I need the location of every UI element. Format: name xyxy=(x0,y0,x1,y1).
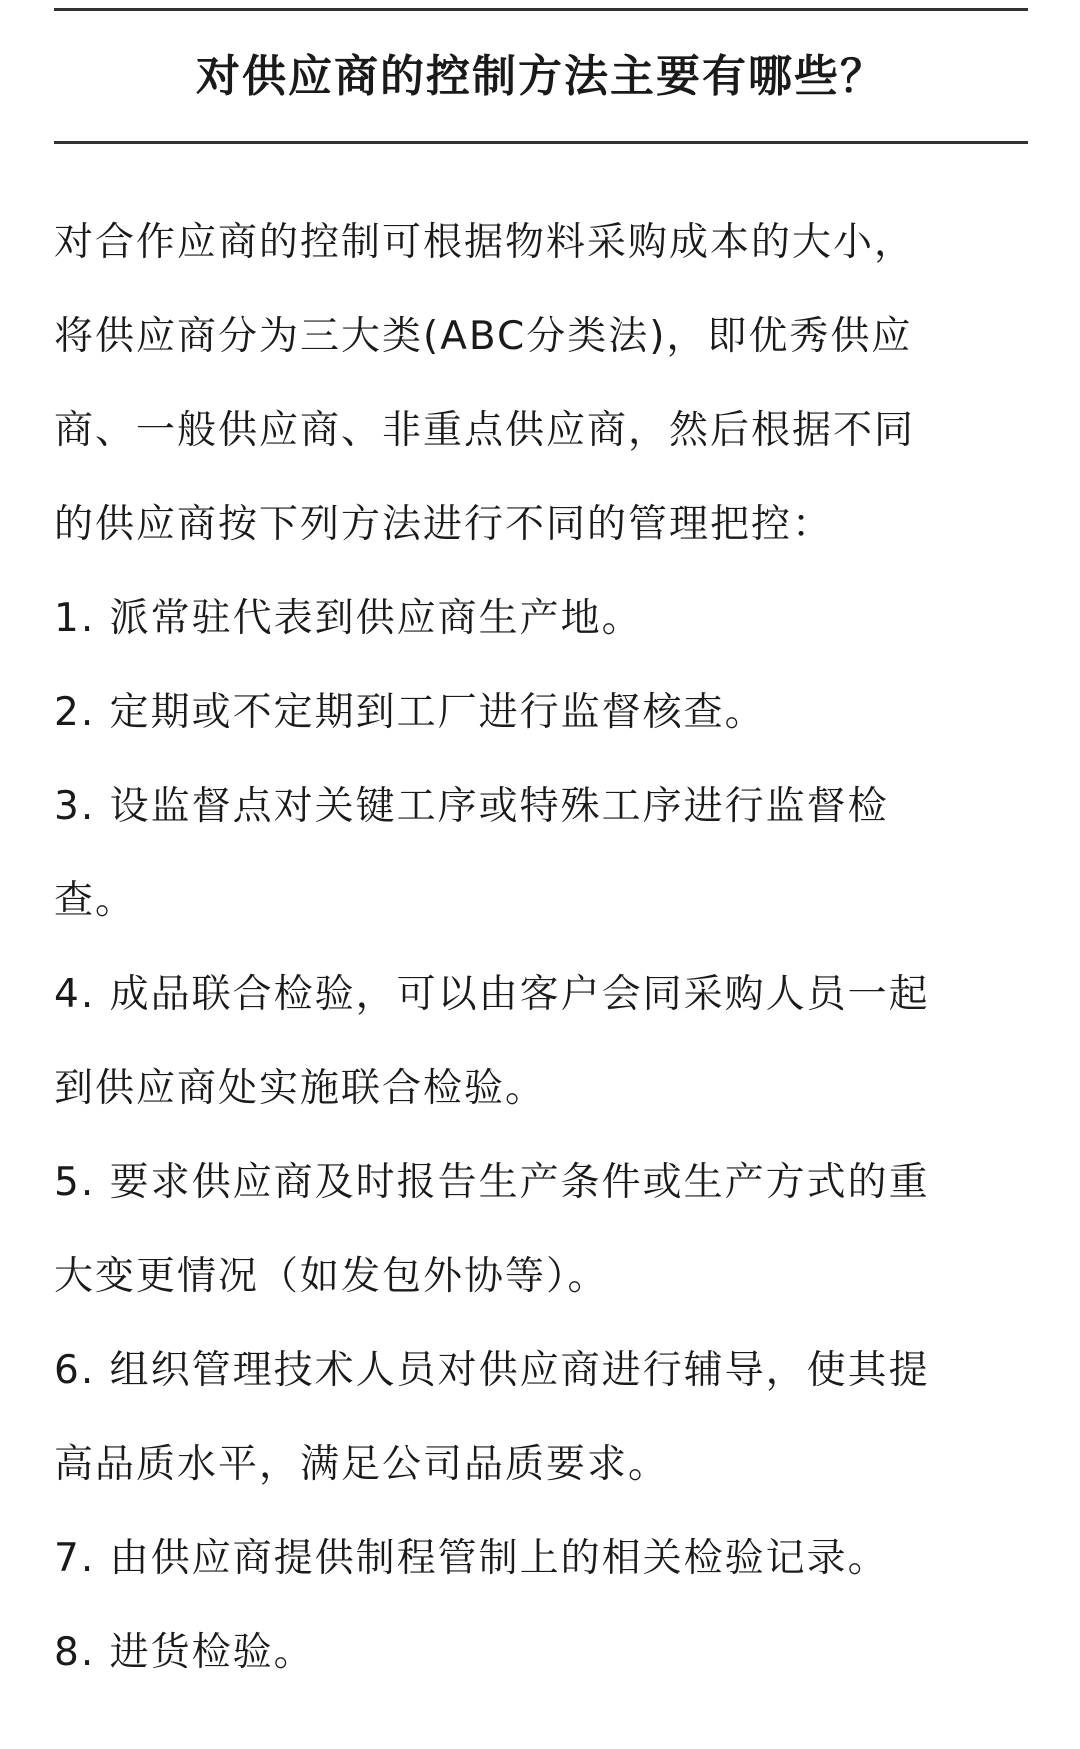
list-item-line: 4. 成品联合检验，可以由客户会同采购人员一起 xyxy=(54,972,930,1017)
intro-line: 商、一般供应商、非重点供应商，然后根据不同 xyxy=(54,408,916,453)
article-body xyxy=(54,196,1014,1700)
top-divider xyxy=(54,8,1028,11)
list-item-3 xyxy=(54,760,1014,948)
list-item-line: 大变更情况（如发包外协等）。 xyxy=(54,1254,609,1299)
list-item-8 xyxy=(54,1606,1014,1700)
list-item-5 xyxy=(54,1136,1014,1324)
list-item-line: 8. 进货检验。 xyxy=(54,1630,315,1675)
list-item-line: 5. 要求供应商及时报告生产条件或生产方式的重 xyxy=(54,1160,930,1205)
intro-line: 对合作应商的控制可根据物料采购成本的大小， xyxy=(54,220,916,265)
list-item-line: 到供应商处实施联合检验。 xyxy=(54,1066,547,1111)
list-item-4 xyxy=(54,948,1014,1136)
list-item-line: 2. 定期或不定期到工厂进行监督核查。 xyxy=(54,690,766,735)
intro-paragraph xyxy=(54,196,1014,572)
list-item-2 xyxy=(54,666,1014,760)
article-title: 对供应商的控制方法主要有哪些？ xyxy=(196,51,886,102)
list-item-line: 3. 设监督点对关键工序或特殊工序进行监督检 xyxy=(54,784,889,829)
intro-line: 将供应商分为三大类(ABC分类法)，即优秀供应 xyxy=(54,314,913,359)
list-item-6 xyxy=(54,1324,1014,1512)
title-divider xyxy=(54,141,1028,144)
list-item-line: 1. 派常驻代表到供应商生产地。 xyxy=(54,596,643,641)
list-item-1 xyxy=(54,572,1014,666)
list-item-line: 7. 由供应商提供制程管制上的相关检验记录。 xyxy=(54,1536,889,1581)
list-item-7 xyxy=(54,1512,1014,1606)
intro-line: 的供应商按下列方法进行不同的管理把控： xyxy=(54,502,834,547)
list-item-line: 高品质水平，满足公司品质要求。 xyxy=(54,1442,670,1487)
list-item-line: 6. 组织管理技术人员对供应商进行辅导，使其提 xyxy=(54,1348,930,1393)
list-item-line: 查。 xyxy=(54,878,137,923)
